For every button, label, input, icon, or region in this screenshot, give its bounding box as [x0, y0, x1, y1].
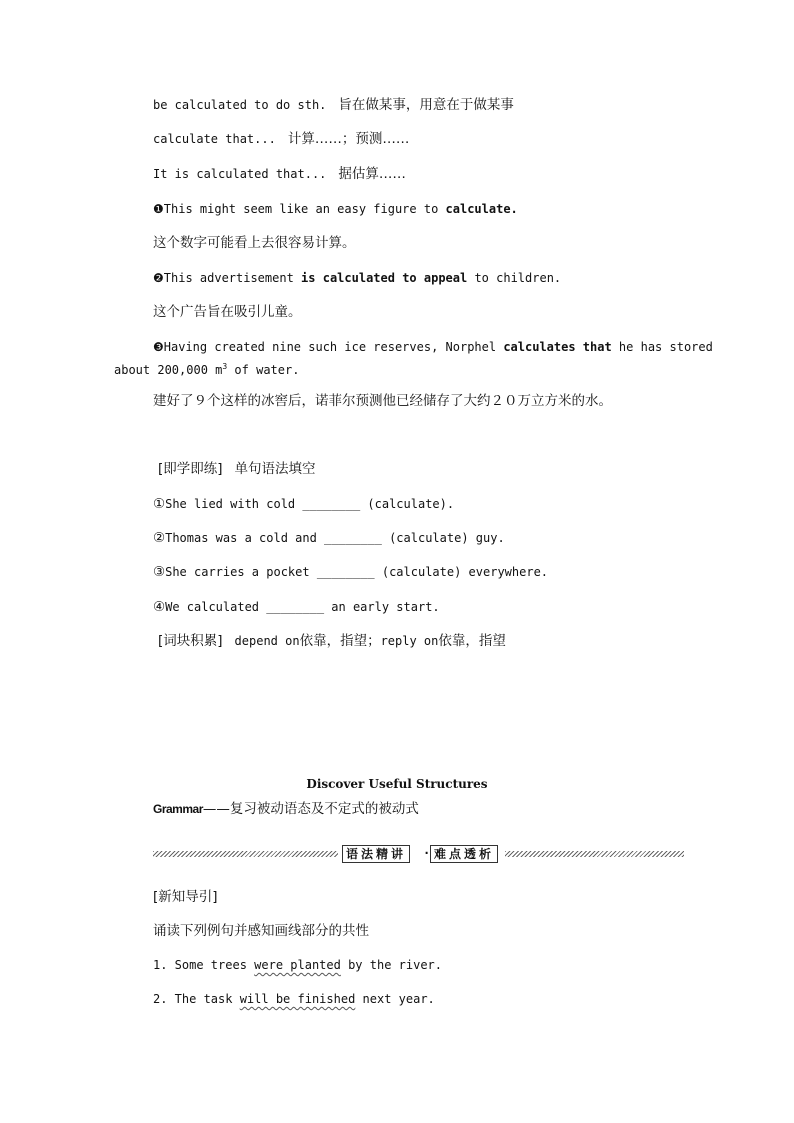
chunk-line: [158, 633, 506, 649]
section-banner: [153, 845, 684, 863]
intro-label: [新知导引]: [153, 889, 218, 905]
chunk-phrase: reply on: [380, 634, 439, 648]
vocab-phrase: be calculated to do sth.: [153, 98, 327, 112]
grammar-label: Grammar: [153, 802, 203, 816]
superscript: 3: [222, 362, 228, 371]
sentence-1: [153, 957, 442, 973]
example-text: about 200,000 m: [114, 363, 223, 377]
example-number: ❸: [153, 340, 164, 354]
sentence-text: 2. The task: [153, 992, 240, 1006]
practice-header: [158, 461, 316, 477]
banner-hatch-left: [153, 851, 338, 857]
chunk-meaning: 依靠，指望: [438, 633, 506, 649]
item-number: ②: [153, 530, 166, 546]
vocab-line-3: [153, 166, 406, 182]
example-2-cn: 这个广告旨在吸引儿童。: [153, 304, 302, 320]
example-text: This advertisement: [163, 271, 302, 285]
practice-item-2: [153, 530, 505, 546]
vocab-phrase: It is calculated that...: [153, 167, 327, 181]
practice-label: [即学即练]: [158, 461, 223, 477]
underlined-phrase: will be finished: [239, 992, 356, 1006]
example-text: Having created nine such ice reserves, Norphel: [163, 340, 504, 354]
banner-separator: ·: [423, 846, 431, 860]
example-keyword: is calculated to appeal: [301, 271, 468, 285]
example-keyword: calculate.: [445, 202, 518, 216]
item-text: She lied with cold ________ (calculate).: [165, 497, 455, 511]
vocab-line-1: [153, 97, 514, 113]
example-3-cn: 建好了９个这样的冰窖后，诺菲尔预测他已经储存了大约２０万立方米的水。: [153, 393, 612, 409]
grammar-title: [153, 801, 419, 817]
item-text: She carries a pocket ________ (calculate) everywhere.: [165, 565, 549, 579]
example-number: ❶: [153, 202, 164, 216]
vocab-phrase: calculate that...: [153, 132, 276, 146]
example-text: of water.: [227, 363, 300, 377]
chunk-meaning: 依靠，指望；: [299, 633, 381, 649]
chunk-phrase: depend on: [234, 634, 300, 648]
sentence-text: by the river.: [340, 958, 443, 972]
example-text: he has stored: [611, 340, 713, 354]
practice-item-4: [153, 599, 440, 615]
item-text: Thomas was a cold and ________ (calculate) guy.: [165, 531, 505, 545]
example-number: ❷: [153, 271, 164, 285]
vocab-meaning: 据估算……: [338, 166, 406, 182]
sentence-text: next year.: [355, 992, 435, 1006]
sentence-text: 1. Some trees: [153, 958, 255, 972]
practice-title: 单句语法填空: [234, 461, 316, 477]
example-3-en-cont: [114, 359, 299, 378]
chunk-label: [词块积累]: [158, 633, 223, 649]
section-heading: Discover Useful Structures: [306, 777, 488, 791]
intro-text: 诵读下列例句并感知画线部分的共性: [153, 923, 369, 939]
banner-label-right: 难点透析: [430, 845, 498, 863]
example-keyword: calculates that: [503, 340, 612, 354]
example-3-en: [153, 339, 713, 355]
vocab-line-2: [153, 131, 409, 147]
banner-label-left: 语法精讲: [342, 845, 410, 863]
grammar-topic: ——复习被动语态及不定式的被动式: [202, 801, 419, 817]
item-number: ④: [153, 599, 166, 615]
example-1-en: [153, 201, 518, 217]
item-number: ③: [153, 564, 166, 580]
example-2-en: [153, 270, 561, 286]
item-number: ①: [153, 496, 166, 512]
example-text: to children.: [467, 271, 562, 285]
item-text: We calculated ________ an early start.: [165, 600, 440, 614]
example-text: This might seem like an easy figure to: [163, 202, 446, 216]
underlined-phrase: were planted: [254, 958, 341, 972]
vocab-meaning: 旨在做某事，用意在于做某事: [338, 97, 514, 113]
vocab-meaning: 计算……；预测……: [287, 131, 410, 147]
banner-hatch-right: [505, 851, 684, 857]
example-1-cn: 这个数字可能看上去很容易计算。: [153, 235, 356, 251]
sentence-2: [153, 991, 435, 1007]
practice-item-1: [153, 496, 454, 512]
practice-item-3: [153, 564, 548, 580]
